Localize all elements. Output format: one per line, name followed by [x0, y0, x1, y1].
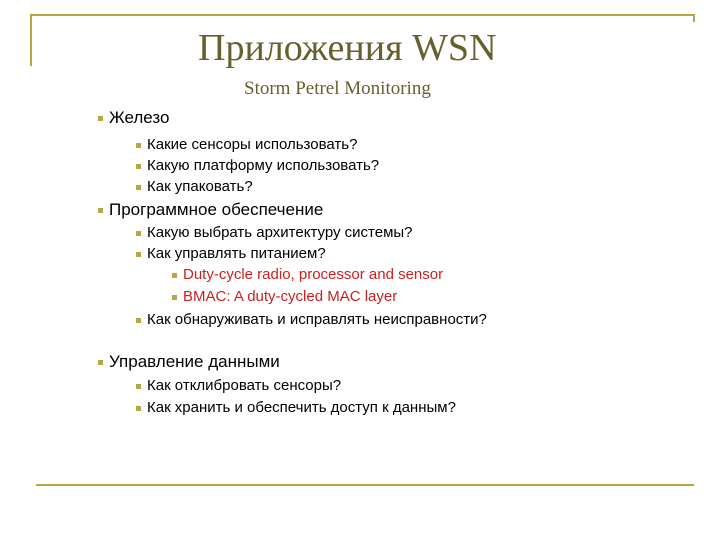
- bullet-item-platform: [136, 157, 379, 175]
- square-bullet-icon: [136, 384, 141, 389]
- bullet-text: Duty-cycle radio, processor and sensor: [183, 266, 444, 283]
- bullet-item-bmac: [172, 288, 397, 306]
- frame-left-rule: [30, 14, 32, 66]
- square-bullet-icon: [172, 295, 177, 300]
- bullet-item-hardware: [98, 108, 169, 128]
- bullet-text: Как упаковать?: [147, 178, 253, 195]
- square-bullet-icon: [98, 208, 103, 213]
- square-bullet-icon: [136, 231, 141, 236]
- slide-title: Приложения WSN: [198, 27, 497, 69]
- bullet-text: Железо: [109, 108, 170, 127]
- bullet-item-power: [136, 245, 326, 263]
- bullet-text: Какие сенсоры использовать?: [147, 136, 358, 153]
- bullet-item-sensors: [136, 136, 357, 154]
- bullet-item-architecture: [136, 224, 413, 242]
- bullet-text: Как управлять питанием?: [147, 245, 326, 262]
- slide-subtitle: Storm Petrel Monitoring: [244, 78, 431, 99]
- bullet-text: Программное обеспечение: [109, 200, 324, 219]
- bullet-text: BMAC: A duty-cycled MAC layer: [183, 288, 398, 305]
- bullet-item-software: [98, 200, 323, 220]
- square-bullet-icon: [136, 406, 141, 411]
- square-bullet-icon: [172, 273, 177, 278]
- bullet-text: Какую выбрать архитектуру системы?: [147, 224, 413, 241]
- bullet-text: Какую платформу использовать?: [147, 157, 380, 174]
- square-bullet-icon: [136, 185, 141, 190]
- bullet-text: Как отклибровать сенсоры?: [147, 377, 342, 394]
- frame-bottom-rule: [36, 484, 694, 486]
- square-bullet-icon: [98, 360, 103, 365]
- square-bullet-icon: [136, 318, 141, 323]
- bullet-item-data-management: [98, 352, 280, 372]
- square-bullet-icon: [136, 164, 141, 169]
- square-bullet-icon: [136, 252, 141, 257]
- bullet-text: Как обнаруживать и исправлять неисправности?: [147, 311, 487, 328]
- bullet-item-faults: [136, 311, 487, 329]
- square-bullet-icon: [98, 116, 103, 121]
- bullet-item-calibration: [136, 377, 341, 395]
- bullet-text: Как хранить и обеспечить доступ к данным?: [147, 399, 456, 416]
- bullet-item-storage: [136, 399, 456, 417]
- bullet-text: Управление данными: [109, 352, 280, 371]
- frame-right-tick: [693, 14, 695, 22]
- frame-top-rule: [30, 14, 695, 16]
- bullet-item-packaging: [136, 178, 253, 196]
- square-bullet-icon: [136, 143, 141, 148]
- bullet-item-duty-cycle: [172, 266, 443, 284]
